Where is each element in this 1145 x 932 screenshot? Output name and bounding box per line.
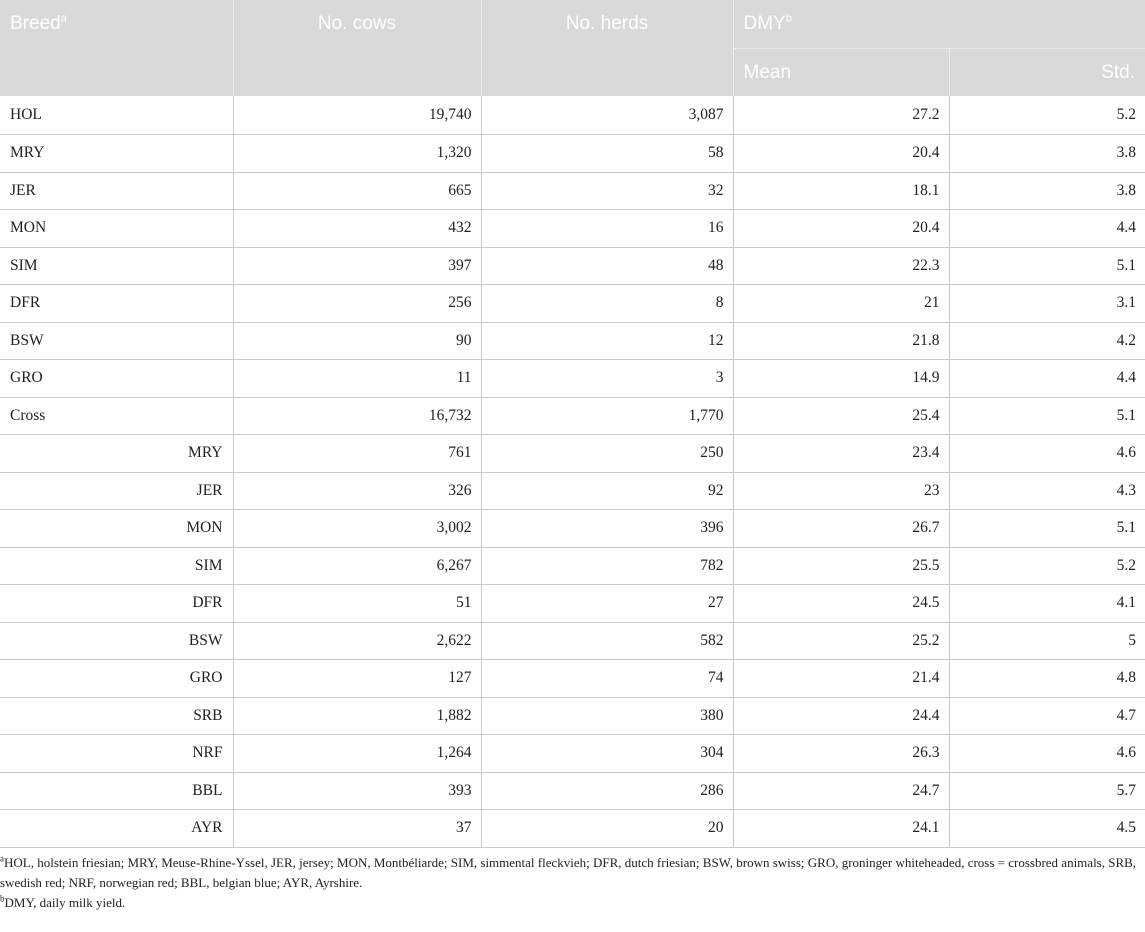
- cell-cows: 1,882: [233, 697, 481, 735]
- cell-herds: 396: [481, 510, 733, 548]
- footnote-a: $^a$HOL, holstein friesian; MRY, Meuse-Rhine-Yssel, JER, jersey; MON, Montbéliarde; SIM, simmental fleckvieh; DFR, dutch friesian; BSW, brown swiss; GRO, groninger whiteheaded, cross = crossbred animals, SRB, swedish red; NRF, norwegian red; BBL, belgian blue; AYR, Ayrshire.: [0, 853, 1137, 890]
- cell-breed: SRB: [0, 697, 233, 735]
- cell-dmy-mean: 25.4: [733, 397, 949, 435]
- table-body: [0, 96, 1145, 847]
- cell-breed: JER: [0, 172, 233, 210]
- table-row: [0, 322, 1145, 360]
- header-herds: No. herds: [481, 0, 733, 96]
- table-row: [0, 397, 1145, 435]
- cell-dmy-mean: 26.7: [733, 510, 949, 548]
- cell-dmy-mean: 18.1: [733, 172, 949, 210]
- cell-dmy-mean: 24.1: [733, 810, 949, 848]
- header-dmy: DMY$^b$: [733, 0, 1145, 49]
- cell-herds: 12: [481, 322, 733, 360]
- table-row: [0, 622, 1145, 660]
- cell-cows: 397: [233, 247, 481, 285]
- cell-herds: 16: [481, 210, 733, 248]
- cell-breed: MON: [0, 510, 233, 548]
- cell-herds: 380: [481, 697, 733, 735]
- cell-dmy-std: 5.7: [949, 772, 1145, 810]
- cell-dmy-std: 5.1: [949, 397, 1145, 435]
- cell-dmy-mean: 24.4: [733, 697, 949, 735]
- table-row: [0, 210, 1145, 248]
- cell-herds: 74: [481, 660, 733, 698]
- cell-cows: 326: [233, 472, 481, 510]
- cell-dmy-std: 4.5: [949, 810, 1145, 848]
- cell-herds: 3: [481, 360, 733, 398]
- footnote-b: $^b$DMY, daily milk yield.: [0, 893, 126, 910]
- cell-cows: 761: [233, 435, 481, 473]
- table-row: [0, 472, 1145, 510]
- table-row: [0, 697, 1145, 735]
- cell-herds: 782: [481, 547, 733, 585]
- cell-breed: MRY: [0, 435, 233, 473]
- cell-breed: BBL: [0, 772, 233, 810]
- cell-cows: 1,264: [233, 735, 481, 773]
- cell-herds: 304: [481, 735, 733, 773]
- cell-dmy-mean: 25.2: [733, 622, 949, 660]
- cell-cows: 11: [233, 360, 481, 398]
- cell-cows: 127: [233, 660, 481, 698]
- cell-dmy-std: 5.1: [949, 510, 1145, 548]
- cell-herds: 8: [481, 285, 733, 323]
- cell-breed: GRO: [0, 660, 233, 698]
- table-row: [0, 135, 1145, 173]
- cell-dmy-std: 4.3: [949, 472, 1145, 510]
- cell-cows: 2,622: [233, 622, 481, 660]
- cell-dmy-mean: 25.5: [733, 547, 949, 585]
- cell-dmy-mean: 20.4: [733, 135, 949, 173]
- cell-dmy-mean: 21.4: [733, 660, 949, 698]
- cell-breed: GRO: [0, 360, 233, 398]
- cell-herds: 250: [481, 435, 733, 473]
- cell-cows: 665: [233, 172, 481, 210]
- cell-cows: 3,002: [233, 510, 481, 548]
- table-row: [0, 360, 1145, 398]
- cell-dmy-mean: 21.8: [733, 322, 949, 360]
- cell-breed: HOL: [0, 96, 233, 135]
- cell-breed: NRF: [0, 735, 233, 773]
- cell-herds: 48: [481, 247, 733, 285]
- table-header: [0, 0, 1145, 96]
- cell-cows: 90: [233, 322, 481, 360]
- cell-dmy-std: 3.8: [949, 172, 1145, 210]
- cell-dmy-std: 4.1: [949, 585, 1145, 623]
- cell-dmy-mean: 20.4: [733, 210, 949, 248]
- cell-dmy-std: 4.6: [949, 435, 1145, 473]
- cell-breed: DFR: [0, 285, 233, 323]
- cell-dmy-mean: 23.4: [733, 435, 949, 473]
- table-row: [0, 772, 1145, 810]
- header-breed: Breed$^a$: [0, 0, 233, 96]
- cell-cows: 393: [233, 772, 481, 810]
- table-row: [0, 547, 1145, 585]
- cell-herds: 1,770: [481, 397, 733, 435]
- cell-dmy-std: 3.1: [949, 285, 1145, 323]
- header-mean: Mean: [733, 49, 949, 97]
- cell-dmy-mean: 23: [733, 472, 949, 510]
- table-row: [0, 510, 1145, 548]
- cell-cows: 432: [233, 210, 481, 248]
- cell-herds: 582: [481, 622, 733, 660]
- cell-dmy-std: 4.2: [949, 322, 1145, 360]
- cell-breed: MON: [0, 210, 233, 248]
- cell-cows: 16,732: [233, 397, 481, 435]
- cell-cows: 1,320: [233, 135, 481, 173]
- cell-breed: SIM: [0, 547, 233, 585]
- cell-herds: 58: [481, 135, 733, 173]
- cell-dmy-mean: 22.3: [733, 247, 949, 285]
- cell-dmy-std: 4.4: [949, 210, 1145, 248]
- cell-cows: 6,267: [233, 547, 481, 585]
- cell-dmy-mean: 14.9: [733, 360, 949, 398]
- cell-dmy-std: 3.8: [949, 135, 1145, 173]
- cell-breed: AYR: [0, 810, 233, 848]
- cell-dmy-mean: 27.2: [733, 96, 949, 135]
- cell-breed: BSW: [0, 322, 233, 360]
- cell-cows: 256: [233, 285, 481, 323]
- cell-dmy-std: 4.7: [949, 697, 1145, 735]
- table-row: [0, 285, 1145, 323]
- cell-breed: MRY: [0, 135, 233, 173]
- footnotes: [0, 853, 1145, 913]
- cell-breed: DFR: [0, 585, 233, 623]
- table-row: [0, 247, 1145, 285]
- cell-dmy-mean: 21: [733, 285, 949, 323]
- cell-dmy-mean: 24.7: [733, 772, 949, 810]
- table-row: [0, 660, 1145, 698]
- cell-dmy-mean: 26.3: [733, 735, 949, 773]
- cell-dmy-std: 4.6: [949, 735, 1145, 773]
- cell-herds: 32: [481, 172, 733, 210]
- cell-dmy-std: 5: [949, 622, 1145, 660]
- header-cows: No. cows: [233, 0, 481, 96]
- cell-herds: 20: [481, 810, 733, 848]
- cell-dmy-std: 4.4: [949, 360, 1145, 398]
- cell-herds: 286: [481, 772, 733, 810]
- cell-dmy-std: 5.2: [949, 547, 1145, 585]
- cell-breed: Cross: [0, 397, 233, 435]
- table-row: [0, 810, 1145, 848]
- cell-cows: 19,740: [233, 96, 481, 135]
- cell-breed: SIM: [0, 247, 233, 285]
- cell-cows: 37: [233, 810, 481, 848]
- cell-herds: 92: [481, 472, 733, 510]
- table-row: [0, 172, 1145, 210]
- cell-dmy-std: 4.8: [949, 660, 1145, 698]
- header-std: Std.: [949, 49, 1145, 97]
- cell-herds: 3,087: [481, 96, 733, 135]
- cell-cows: 51: [233, 585, 481, 623]
- table-row: [0, 735, 1145, 773]
- cell-herds: 27: [481, 585, 733, 623]
- cell-breed: BSW: [0, 622, 233, 660]
- table-row: [0, 96, 1145, 135]
- cell-dmy-std: 5.2: [949, 96, 1145, 135]
- cell-breed: JER: [0, 472, 233, 510]
- table-row: [0, 435, 1145, 473]
- cell-dmy-mean: 24.5: [733, 585, 949, 623]
- cell-dmy-std: 5.1: [949, 247, 1145, 285]
- table-row: [0, 585, 1145, 623]
